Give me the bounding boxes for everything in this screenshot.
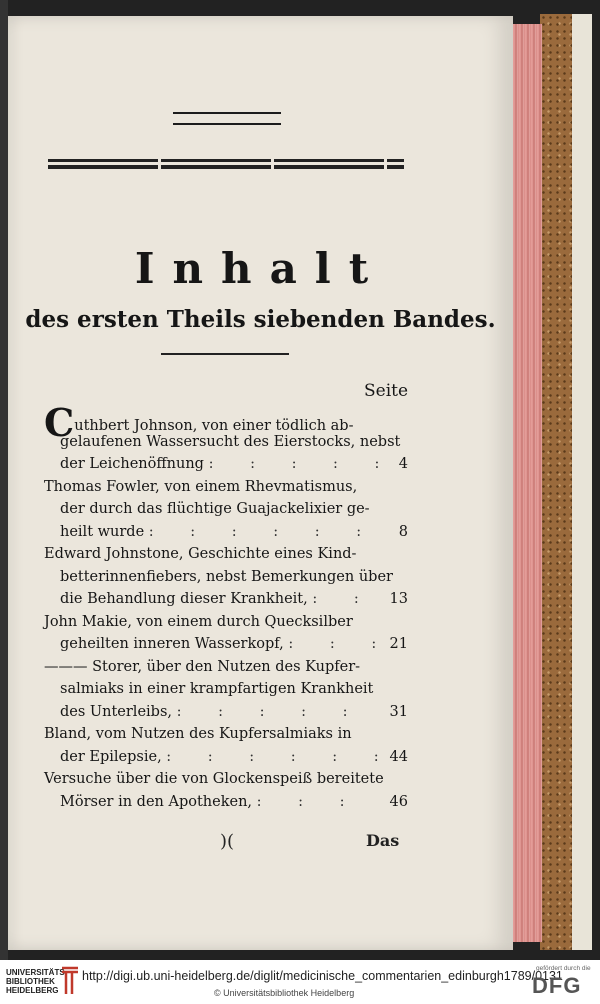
toc-line: die Behandlung dieser Krankheit, : : 13	[44, 588, 408, 611]
signature-mark: )(	[220, 831, 235, 852]
toc-line: geheilten inneren Wasserkopf, : : : 21	[44, 633, 408, 656]
seite-column-label: Seite	[364, 381, 409, 401]
toc-line: der durch das flüchtige Guajackelixier ge-	[60, 501, 370, 517]
toc-line: Thomas Fowler, von einem Rhevmatismus,	[44, 478, 358, 495]
toc-page-number: 21	[389, 636, 408, 652]
cover-edge	[572, 14, 592, 950]
dfg-logo: DFG	[532, 973, 582, 998]
library-logo-text: UNIVERSITÄTS- BIBLIOTHEK HEIDELBERG	[6, 968, 68, 995]
drop-cap-initial: C	[44, 400, 75, 445]
toc-entry	[44, 400, 408, 476]
page-title: Inhalt	[134, 244, 387, 293]
scan-left-border	[0, 0, 8, 960]
toc-line: der Epilepsie, : : : : : : 44	[44, 746, 408, 769]
copyright-text: © Universitätsbibliothek Heidelberg	[214, 988, 355, 998]
toc-page-number: 44	[389, 748, 408, 765]
toc-entry	[44, 543, 408, 611]
toc-entry	[44, 723, 408, 768]
toc-line: salmiaks in einer krampfartigen Krankheit	[60, 681, 374, 697]
toc-page-number: 46	[389, 793, 408, 810]
toc-line: des Unterleibs, : : : : : 31	[44, 701, 408, 724]
top-ornament-rule	[173, 112, 281, 125]
page-subtitle: des ersten Theils siebenden Bandes.	[25, 306, 496, 333]
toc-line: betterinnenfiebers, nebst Bemerkungen über	[60, 568, 393, 585]
catchword: Das	[366, 831, 400, 850]
toc-line: Cuthbert Johnson, von einer tödlich ab-	[44, 400, 354, 445]
toc-line: gelaufenen Wassersucht des Eierstocks, nebst	[60, 433, 401, 450]
toc-line: John Makie, von einem durch Quecksilber	[44, 613, 353, 630]
toc-line: Mörser in den Apotheken, : : : 46	[44, 791, 408, 814]
toc-line: Edward Johnstone, Geschichte eines Kind-	[44, 546, 357, 562]
decorative-rule	[48, 159, 404, 169]
toc-page-number: 8	[398, 523, 408, 540]
funding-note: gefördert durch die	[536, 965, 591, 972]
toc-line: ——— Storer, über den Nutzen des Kupfer-	[44, 658, 361, 675]
toc-entry	[44, 656, 408, 724]
toc-entry	[44, 768, 408, 813]
toc-line: der Leichenöffnung : : : : : 4	[44, 453, 408, 476]
toc-line: Versuche über die von Glockenspeiß bereitete	[44, 771, 384, 787]
table-of-contents	[44, 400, 408, 813]
paper-page	[8, 16, 513, 950]
toc-line: heilt wurde : : : : : : 8	[44, 521, 408, 544]
toc-page-number: 13	[389, 591, 408, 607]
toc-page-number: 31	[389, 703, 408, 720]
toc-page-number: 4	[398, 456, 408, 472]
permalink-url[interactable]: http://digi.ub.uni-heidelberg.de/diglit/medicinische_commentarien_edinburgh1789/0131	[82, 969, 563, 983]
toc-entry	[44, 476, 408, 544]
toc-line: Bland, vom Nutzen des Kupfersalmiaks in	[44, 726, 352, 742]
library-logo-icon	[60, 966, 80, 996]
toc-entry	[44, 611, 408, 656]
title-divider	[161, 353, 289, 355]
